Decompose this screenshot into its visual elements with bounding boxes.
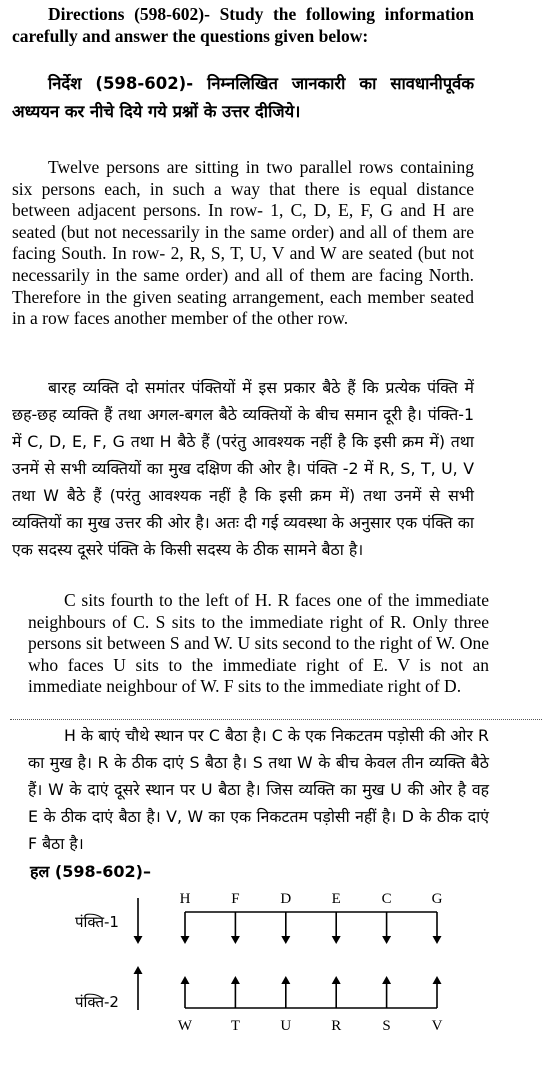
row-1-person-f: F [231, 891, 240, 907]
row-1-label: पंक्ति-1 [75, 913, 119, 931]
paragraph-2-english: C sits fourth to the left of H. R faces one of the immediate neighbours of C. S sits to the immediate right of R. Only three persons sit between S and W. U sits second to the right of W. One who faces U sits to the immediate right of E. V is not an immediate neighbour of W. F sits to the immediate right of D. [28, 590, 489, 697]
seating-diagram [0, 880, 553, 1040]
directions-hindi-text: निम्नलिखित जानकारी का सावधानीपूर्वक अध्ययन कर नीचे दिये गये प्रश्नों के उत्तर दीजिये। [12, 74, 475, 121]
directions-hindi [12, 70, 474, 126]
row-1-person-c: C [381, 891, 392, 907]
directions-hindi-range: (598-602)- [95, 74, 194, 93]
paragraph-1-english: Twelve persons are sitting in two parallel rows containing six persons each, in such a way that there is equal distance between adjacent persons. In row- 1, C, D, E, F, G and H are seated (but not necessarily in the same order) and all of them are facing South. In row- 2, R, S, T, U, V and W are seated (but not necessarily in the same order) and all of them are facing North. Therefore in the given seating arrangement, each member seated in a row faces another member of the other row. [12, 157, 474, 329]
row-1-person-g: G [431, 891, 443, 907]
row-1-person-d: D [280, 891, 292, 907]
row-1-person-e: E [331, 891, 341, 907]
row-1-person-h: H [179, 891, 191, 907]
row-2-person-w: W [177, 1018, 193, 1034]
row-2-label: पंक्ति-2 [75, 993, 119, 1011]
row-2-person-t: T [230, 1018, 240, 1034]
row-2-person-u: U [280, 1018, 292, 1034]
directions-label: Directions [48, 4, 125, 24]
paragraph-1-hindi: बारह व्यक्ति दो समांतर पंक्तियों में इस प्रकार बैठे हैं कि प्रत्येक पंक्ति में छह-छह व्यक्ति हैं तथा अगल-बगल बैठे व्यक्तियों के बीच समान दूरी है। पंक्ति-1 में C, D, E, F, G तथा H बैठे हैं (परंतु आवश्यक नहीं है कि इसी क्रम में) तथा उनमें से सभी व्यक्तियों का मुख दक्षिण की ओर है। पंक्ति -2 में R, S, T, U, V तथा W बैठे हैं (परंतु आवश्यक नहीं है कि इसी क्रम में) तथा उनमें से सभी व्यक्तियों का मुख उत्तर की ओर है। अतः दी गई व्यवस्था के अनुसार एक पंक्ति का एक सदस्य दूसरे पंक्ति के किसी सदस्य के ठीक सामने बैठा है। [12, 378, 474, 559]
dotted-divider [10, 719, 542, 720]
solution-heading: हल (598-602)– [30, 862, 151, 881]
directions-range: (598-602)- [134, 4, 210, 24]
directions-english [12, 4, 474, 47]
row-2-person-s: S [382, 1018, 391, 1034]
row-2-person-r: R [331, 1018, 342, 1034]
directions-hindi-label: निर्देश [48, 74, 82, 93]
paragraph-2-hindi: H के बाएं चौथे स्थान पर C बैठा है। C के एक निकटतम पड़ोसी की ओर R का मुख है। R के ठीक दाएं S बैठा है। S तथा W के बीच केवल तीन व्यक्ति बैठे हैं। W के दाएं दूसरे स्थान पर U बैठा है। जिस व्यक्ति का मुख U की ओर है वह E के ठीक दाएं बैठा है। V, W का एक निकटतम पड़ोसी नहीं है। D के ठीक दाएं F बैठा है। [28, 726, 489, 853]
directions-text: Study the following information carefully and answer the questions given below: [12, 4, 475, 46]
row-2-person-v: V [431, 1018, 443, 1034]
